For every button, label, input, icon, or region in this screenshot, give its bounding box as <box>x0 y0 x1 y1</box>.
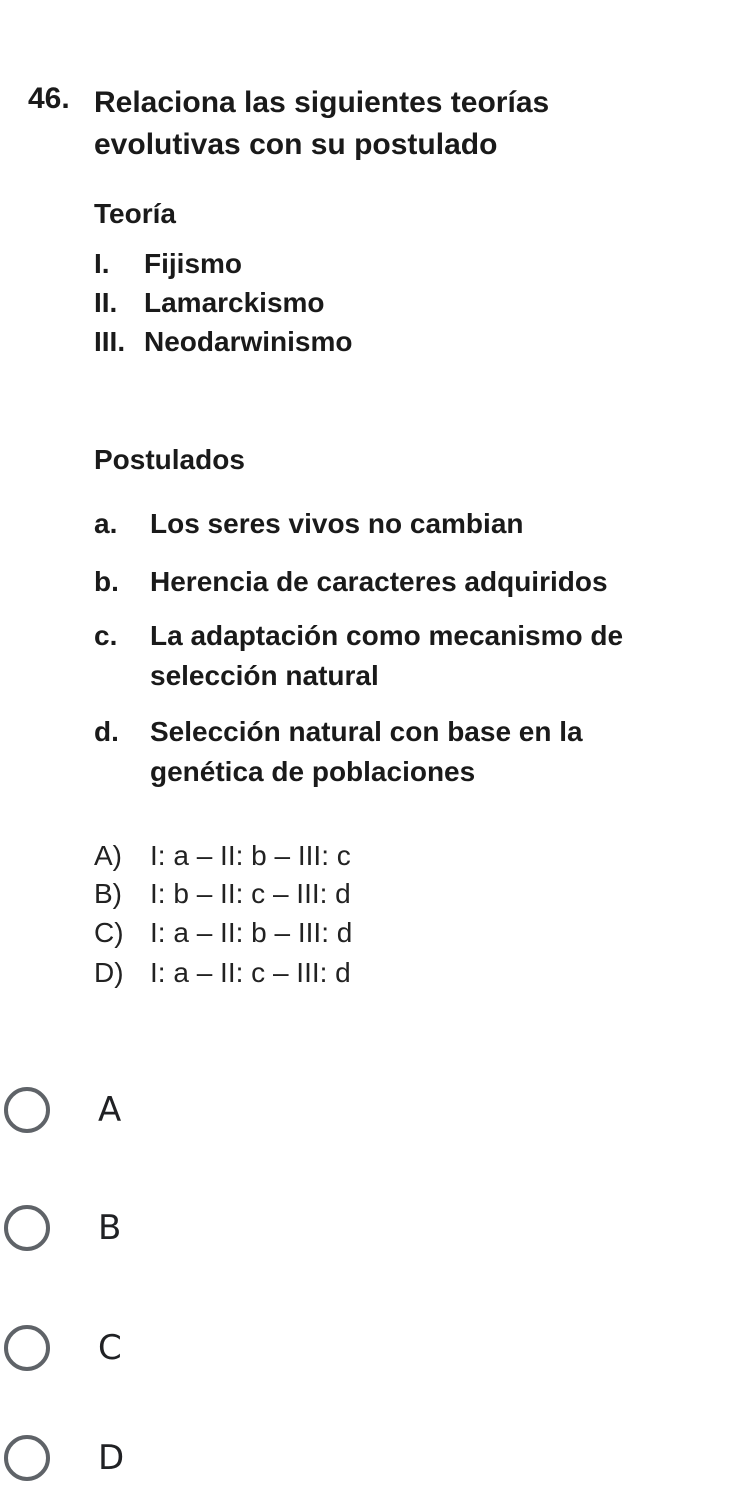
postulate-letter: c. <box>94 620 118 651</box>
postulate-item <box>94 504 724 544</box>
question-number: 46. <box>28 82 70 115</box>
choice-label: D <box>98 1438 125 1478</box>
theory-item <box>94 322 352 362</box>
theory-text: Lamarckismo <box>144 287 325 318</box>
theory-item <box>94 244 242 284</box>
postulate-text: Herencia de caracteres adquiridos <box>150 566 608 597</box>
postulate-letter: a. <box>94 508 118 539</box>
choice-label: B <box>98 1208 122 1248</box>
postulate-text: Selección natural con base en la genética de poblaciones <box>150 716 583 787</box>
radio-unchecked-icon[interactable] <box>4 1325 50 1371</box>
choice-a[interactable] <box>0 1078 400 1142</box>
option-item <box>94 953 351 993</box>
option-item <box>94 874 351 914</box>
radio-unchecked-icon[interactable] <box>4 1435 50 1481</box>
option-text: I: a – II: c – III: d <box>150 957 351 988</box>
postulate-item <box>94 712 654 792</box>
postulate-text: La adaptación como mecanismo de selección natural <box>150 620 624 691</box>
theory-numeral: I. <box>94 248 110 279</box>
choice-c[interactable] <box>0 1316 400 1380</box>
postulate-letter: b. <box>94 566 119 597</box>
choice-label: C <box>98 1328 122 1368</box>
theory-text: Fijismo <box>144 248 243 279</box>
postulate-item <box>94 616 704 696</box>
postulate-text: Los seres vivos no cambian <box>150 508 524 539</box>
option-letter: A) <box>94 840 122 871</box>
option-item <box>94 836 351 876</box>
theory-text: Neodarwinismo <box>144 326 353 357</box>
postulate-letter: d. <box>94 716 119 747</box>
option-letter: B) <box>94 878 122 909</box>
radio-unchecked-icon[interactable] <box>4 1205 50 1251</box>
option-letter: C) <box>94 917 124 948</box>
choice-label: A <box>98 1090 122 1130</box>
postulates-heading: Postulados <box>94 444 245 475</box>
theories-heading: Teoría <box>94 198 176 229</box>
option-text: I: b – II: c – III: d <box>150 878 351 909</box>
option-text: I: a – II: b – III: d <box>150 917 353 948</box>
theory-numeral: II. <box>94 287 118 318</box>
option-letter: D) <box>94 957 124 988</box>
theory-numeral: III. <box>94 326 126 357</box>
radio-unchecked-icon[interactable] <box>4 1087 50 1133</box>
theory-item <box>94 283 325 323</box>
choice-b[interactable] <box>0 1196 400 1260</box>
choice-d[interactable] <box>0 1426 400 1490</box>
option-item <box>94 913 352 953</box>
question-title: Relaciona las siguientes teorías evolutivas con su postulado <box>94 86 550 161</box>
option-text: I: a – II: b – III: c <box>150 840 351 871</box>
postulate-item <box>94 562 724 602</box>
